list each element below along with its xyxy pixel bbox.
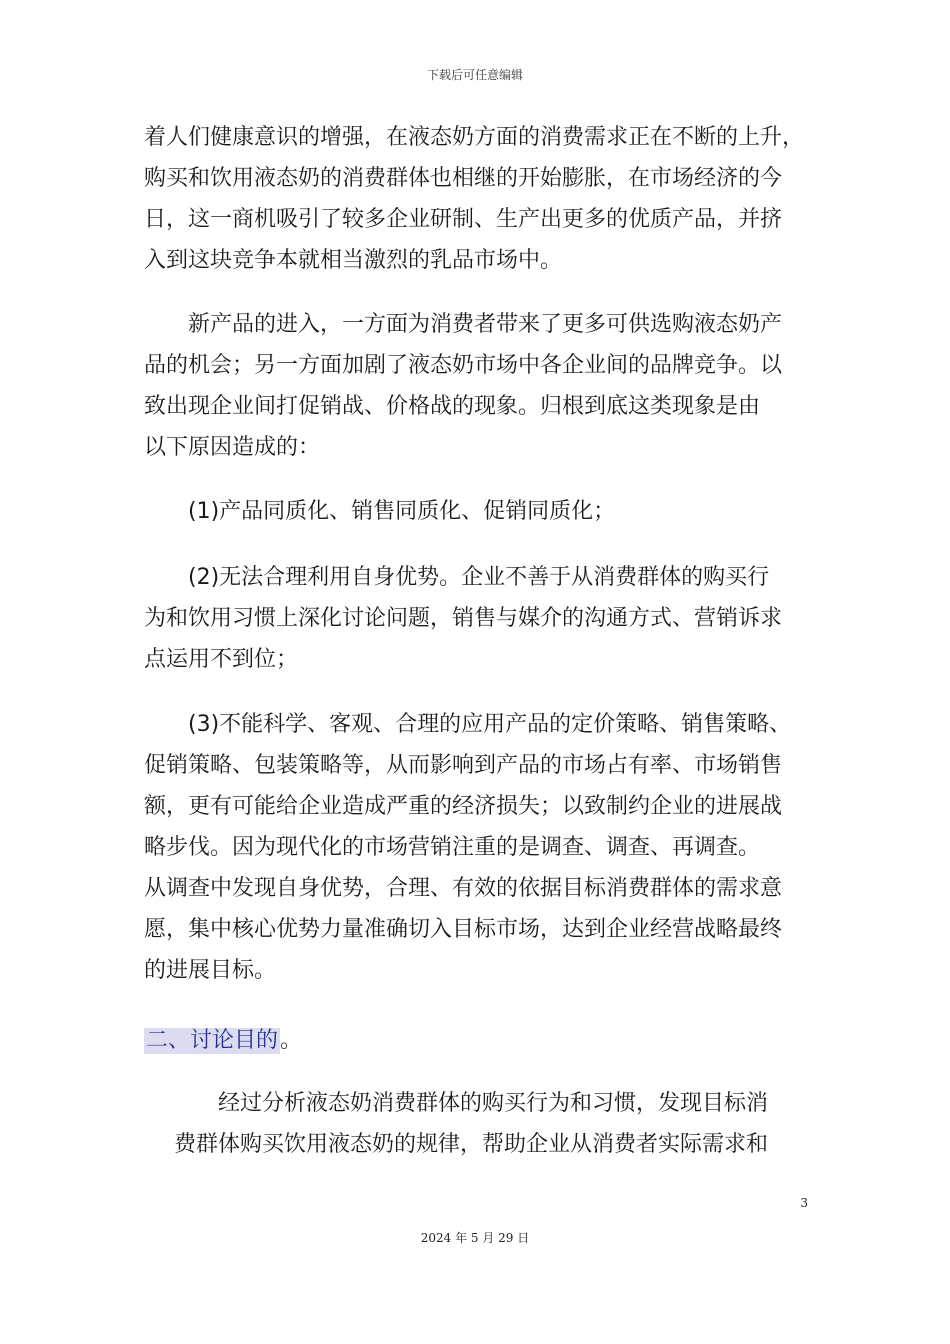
section-heading xyxy=(144,1023,812,1054)
text-line: (1)产品同质化、销售同质化、促销同质化； xyxy=(188,499,616,524)
paragraph-context xyxy=(144,117,812,281)
page-number: 3 xyxy=(800,1196,808,1210)
text-line: 费群体购买饮用液态奶的规律，帮助企业从消费者实际需求和 xyxy=(174,1132,769,1157)
text-line: 点运用不到位； xyxy=(144,647,299,672)
text-line: 以下原因造成的： xyxy=(144,435,321,460)
text-line: (3)不能科学、客观、合理的应用产品的定价策略、销售策略、 xyxy=(188,712,792,737)
text-line: 为和饮用习惯上深化讨论问题，销售与媒介的沟通方式、营销诉求 xyxy=(144,606,783,631)
footer-date: 2024 年 5 月 29 日 xyxy=(420,1231,530,1245)
text-line: 的进展目标。 xyxy=(144,958,277,983)
text-line: 略步伐。因为现代化的市场营销注重的是调查、调查、再调查。 xyxy=(144,835,761,860)
text-line: 经过分析液态奶消费群体的购买行为和习惯，发现目标消 xyxy=(218,1091,769,1116)
paragraph-new-products xyxy=(144,304,812,468)
text-line: 入到这块竞争本就相当激烈的乳品市场中。 xyxy=(144,248,563,273)
text-line: 从调查中发现自身优势，合理、有效的依据目标消费群体的需求意 xyxy=(144,876,783,901)
text-line: (2)无法合理利用自身优势。企业不善于从消费群体的购买行 xyxy=(188,565,770,590)
text-line: 额，更有可能给企业造成严重的经济损失；以致制约企业的进展战 xyxy=(144,794,783,819)
text-line: 着人们健康意识的增强，在液态奶方面的消费需求正在不断的上升， xyxy=(144,125,805,150)
page-header: 下载后可任意编辑 xyxy=(426,68,523,82)
text-line: 新产品的进入，一方面为消费者带来了更多可供选购液态奶产 xyxy=(188,312,783,337)
paragraph-purpose xyxy=(174,1083,814,1165)
section-title: 二、讨论目的 xyxy=(146,1028,279,1053)
list-item-1 xyxy=(144,491,812,532)
list-item-3 xyxy=(144,704,812,991)
text-line: 品的机会；另一方面加剧了液态奶市场中各企业间的品牌竞争。以 xyxy=(144,353,783,378)
list-item-2 xyxy=(144,557,812,680)
section-title-punct: 。 xyxy=(280,1028,303,1053)
text-line: 促销策略、包装策略等，从而影响到产品的市场占有率、市场销售 xyxy=(144,753,783,778)
text-line: 购买和饮用液态奶的消费群体也相继的开始膨胀，在市场经济的今 xyxy=(144,166,783,191)
text-line: 致出现企业间打促销战、价格战的现象。归根到底这类现象是由 xyxy=(144,394,761,419)
text-line: 愿，集中核心优势力量准确切入目标市场，达到企业经营战略最终 xyxy=(144,917,783,942)
text-line: 日，这一商机吸引了较多企业研制、生产出更多的优质产品，并挤 xyxy=(144,207,783,232)
